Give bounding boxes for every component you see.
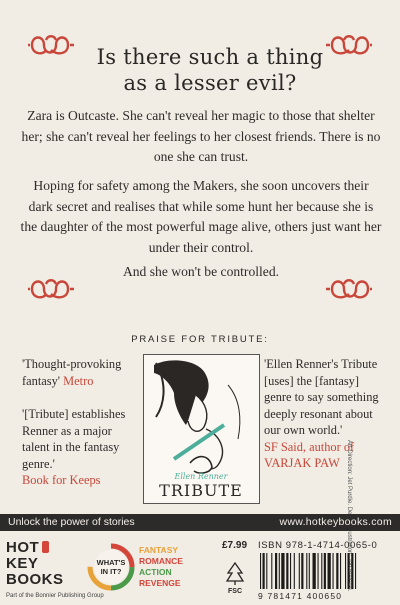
quote-sf-said-text: 'Ellen Renner's Tribute [uses] the [fantasy] genre to say something deeply resonant about our own world.' bbox=[264, 357, 379, 437]
genre-item: FANTASY bbox=[139, 545, 179, 555]
quote-metro-text: 'Thought-provoking fantasy' bbox=[22, 357, 122, 388]
quote-book-for-keeps bbox=[22, 406, 140, 489]
quote-metro bbox=[22, 356, 137, 389]
key-dot-icon bbox=[42, 541, 49, 553]
quote-bfk-text: '[Tribute] establishes Renner as a major talent in the fantasy genre.' bbox=[22, 407, 126, 471]
logo-books: BOOKS bbox=[6, 571, 64, 588]
quote-metro-source: Metro bbox=[63, 373, 94, 388]
celtic-knot-top-left-icon bbox=[28, 30, 74, 60]
barcode-number: 9 781471 400650 bbox=[258, 591, 343, 601]
logo-hot: HOT bbox=[6, 539, 40, 556]
isbn: ISBN 978-1-4714-0065-0 bbox=[258, 540, 378, 551]
headline bbox=[70, 44, 350, 96]
headline-line-1: Is there such a thing bbox=[96, 45, 324, 69]
headline-line-2: as a lesser evil? bbox=[123, 71, 297, 95]
praise-heading: PRAISE FOR TRIBUTE: bbox=[131, 334, 269, 345]
footer-tagline: Unlock the power of stories bbox=[8, 516, 135, 528]
barcode bbox=[258, 553, 392, 589]
whats-in-it-label-1: WHAT'S bbox=[96, 558, 126, 567]
tribute-cover-thumbnail bbox=[143, 354, 260, 504]
genre-item: ROMANCE bbox=[139, 556, 183, 566]
whats-in-it-label-2: IN IT? bbox=[100, 567, 122, 576]
genre-list bbox=[139, 545, 183, 589]
fsc-label: FSC bbox=[228, 588, 242, 595]
blurb-paragraph-1: Zara is Outcaste. She can't reveal her magic to those that shelter her; she can't reveal her feelings to her closest friends. There is no one she can trust. bbox=[21, 108, 381, 164]
logo-key: KEY bbox=[6, 555, 39, 572]
blurb-paragraph-3: And she won't be controlled. bbox=[122, 264, 280, 279]
genre-item: ACTION bbox=[139, 567, 172, 577]
quote-sf-said bbox=[264, 356, 384, 472]
footer-bar bbox=[0, 514, 400, 531]
genre-item: REVENGE bbox=[139, 578, 181, 588]
cover-title: TRIBUTE bbox=[159, 481, 243, 500]
quote-sf-said-source: SF Said, author of VARJAK PAW bbox=[264, 439, 355, 470]
cover-author: Ellen Renner bbox=[174, 472, 228, 481]
price: £7.99 bbox=[222, 540, 248, 551]
publisher-group: Part of the Bonnier Publishing Group bbox=[6, 593, 104, 599]
quote-bfk-source: Book for Keeps bbox=[22, 473, 101, 487]
hot-key-books-logo bbox=[6, 540, 76, 590]
fsc-logo bbox=[225, 561, 245, 595]
footer-url: www.hotkeybooks.com bbox=[279, 516, 392, 528]
blurb-paragraph-2: Hoping for safety among the Makers, she soon uncovers their dark secret and realises that while some hunt her because she is the daughter of the most powerful mage alive, others just want her under their control. bbox=[20, 178, 382, 255]
whats-in-it-badge bbox=[87, 543, 135, 591]
